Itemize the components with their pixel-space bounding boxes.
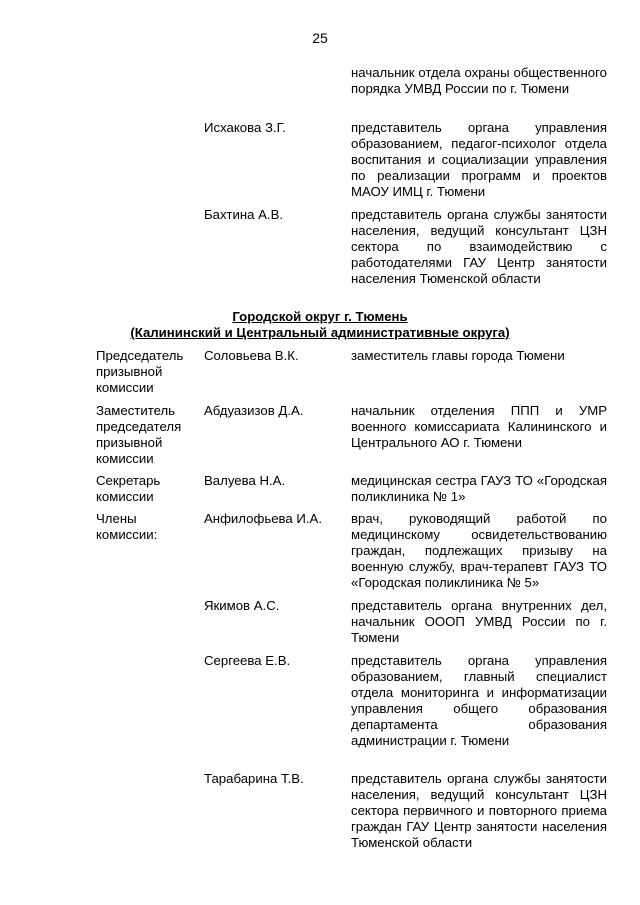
member-name: Якимов А.С. [204,598,280,613]
member-description: начальник отдела охраны общественного порядка УМВД России по г. Тюмени [351,65,607,96]
member-description: представитель органа службы занятости населения, ведущий консультант ЦЗН сектора первичного и повторного приема граждан ГАУ Центр занятости населения Тюменской области [351,771,607,850]
member-name: Абдуазизов Д.А. [204,403,304,418]
member-description: представитель органа управления образованием, педагог-психолог отдела воспитания и социализации управления по реализации программ и проектов МАОУ ИМЦ г. Тюмени [351,120,607,199]
member-description: медицинская сестра ГАУЗ ТО «Городская поликлиника № 1» [351,473,607,504]
member-name: Тарабарина Т.В. [204,771,304,786]
member-description: представитель органа службы занятости населения, ведущий консультант ЦЗН сектора по взаимодействию с работодателями ГАУ Центр занятости населения Тюменской области [351,207,607,286]
section-title: Городской округ г. Тюмень [232,309,408,324]
member-name: Соловьева В.К. [204,348,299,363]
member-description: представитель органа внутренних дел, начальник ОООП УМВД России по г. Тюмени [351,598,607,645]
member-name: Исхакова З.Г. [204,120,286,135]
member-name: Анфилофьева И.А. [204,511,322,526]
page-number: 25 [312,30,328,46]
member-name: Бахтина А.В. [204,207,284,222]
member-role: Председатель призывной комиссии [96,348,184,395]
member-description: врач, руководящий работой по медицинскому освидетельствованию граждан, подлежащих призыву на военную службу, врач-терапевт ГАУЗ ТО «Городская поликлиника № 5» [351,511,607,590]
member-role: Заместитель председателя призывной комиссии [96,403,182,466]
member-name: Валуева Н.А. [204,473,286,488]
section-subtitle: (Калининский и Центральный административные округа) [130,325,510,340]
member-role: Секретарь комиссии [96,473,161,504]
member-role: Члены комиссии: [96,511,158,542]
member-description: представитель органа управления образованием, главный специалист отдела мониторинга и информатизации управления общего образования департамента образования администрации г. Тюмени [351,653,607,748]
member-description: начальник отделения ППП и УМР военного комиссариата Калининского и Центрального АО г. Тюмени [351,403,607,450]
member-name: Сергеева Е.В. [204,653,291,668]
member-description: заместитель главы города Тюмени [351,348,565,363]
